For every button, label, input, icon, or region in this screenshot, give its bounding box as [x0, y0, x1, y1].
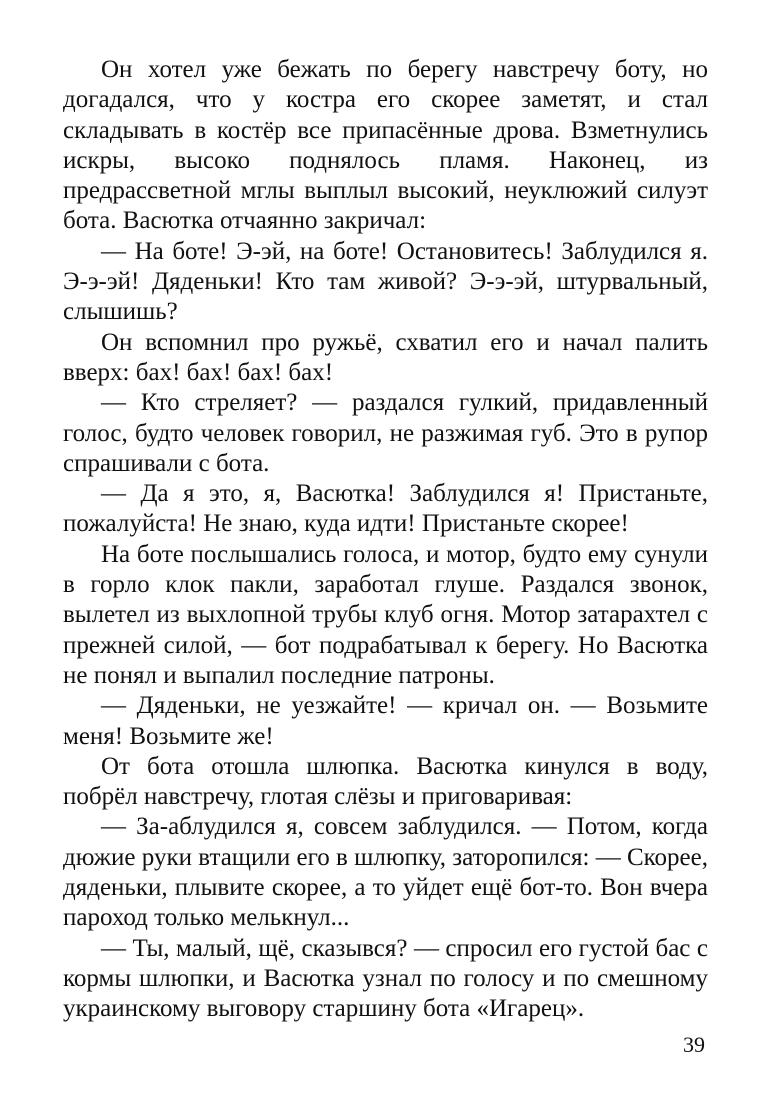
paragraph: На боте послышались голоса, и мотор, будто ему сунули в горло клок пакли, заработал глуше. Раздался звонок, вылетел из выхлопной трубы клуб огня. Мотор затарахтел с прежней силой, — бот подрабатывал к берегу. Но Васютка не понял и выпалил последние патроны. — [63, 540, 708, 689]
paragraph: От бота отошла шлюпка. Васютка кинулся в воду, побрёл навстречу, глотая слёзы и приговаривая: — [63, 752, 708, 811]
paragraph: — На боте! Э-эй, на боте! Остановитесь! Заблудился я. Э-э-эй! Дяденьки! Кто там живой? Э-э-эй, штурвальный, слышишь? — [63, 237, 708, 326]
paragraph: — Дяденьки, не уезжайте! — кричал он. — Возьмите меня! Возьмите же! — [63, 692, 708, 750]
paragraph: — Да я это, я, Васютка! Заблудился я! Пристаньте, пожалуйста! Не знаю, куда идти! Пристаньте скорее! — [63, 480, 708, 538]
page-number: 39 — [683, 1032, 705, 1057]
paragraph: Он хотел уже бежать по берегу навстречу боту, но догадался, что у костра его скорее заметят, и стал складывать в костёр все припасённые дрова. Взметнулись искры, высоко поднялось пламя. Наконец, из предрассветной мглы выплыл высокий, неуклюжий силуэт бота. Васютка отчаянно закричал: — [63, 56, 708, 235]
paragraph: — За-аблудился я, совсем заблудился. — Потом, когда дюжие руки втащили его в шлюпку, заторопился: — Скорее, дяденьки, плывите скорее, а то уйдет ещё бот-то. Вон вчера пароход только мелькнул... — [63, 813, 708, 932]
paragraph: Он вспомнил про ружьё, схватил его и начал палить вверх: бах! бах! бах! бах! — [63, 328, 708, 386]
paragraph: — Ты, малый, щё, сказывся? — спросил его густой бас с кормы шлюпки, и Васютка узнал по голосу и по смешному украинскому выговору старшину бота «Игарец». — [63, 934, 708, 1023]
page-text-body — [63, 55, 708, 1025]
paragraph: — Кто стреляет? — раздался гулкий, придавленный голос, будто человек говорил, не разжимая губ. Это в рупор спрашивали с бота. — [63, 389, 708, 477]
